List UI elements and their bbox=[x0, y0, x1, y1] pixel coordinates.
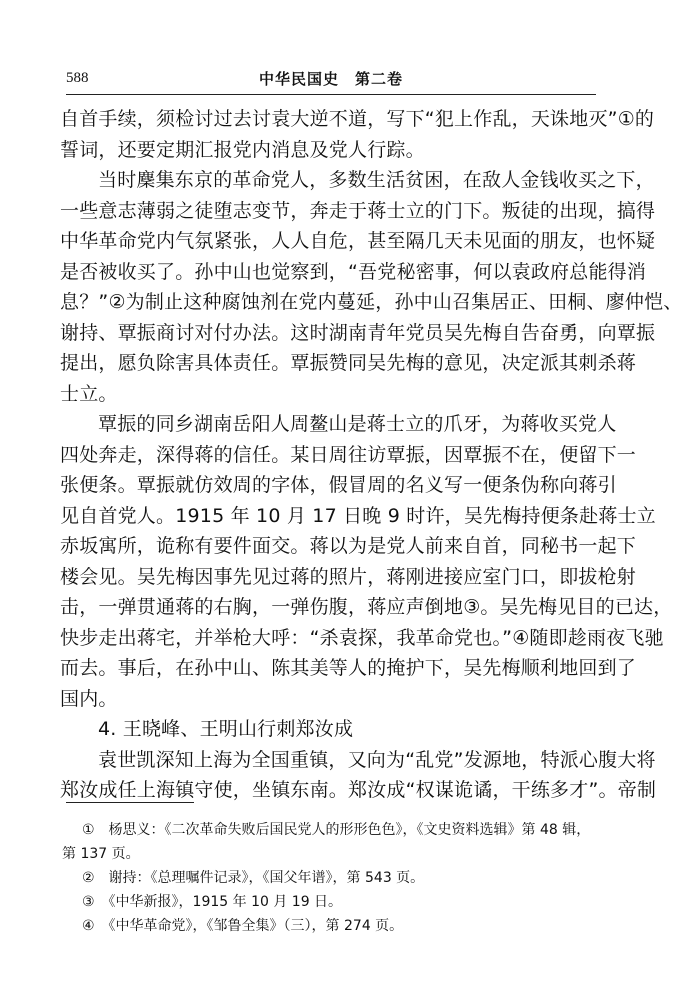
page-header bbox=[66, 66, 596, 95]
text-line: 当时麇集东京的革命党人，多数生活贫困，在敌人金钱收买之下， bbox=[98, 169, 655, 191]
text-line: 四处奔走，深得蒋的信任。某日周往访覃振，因覃振不在，便留下一 bbox=[60, 443, 637, 466]
footnote-line: 第 137 页。 bbox=[62, 846, 140, 862]
text-line: 袁世凯深知上海为全国重镇，又向为“乱党”发源地，特派心腹大将 bbox=[98, 748, 656, 771]
text-line: 见自首党人。1915 年 10 月 17 日晚 9 时许，吴先梅持便条赴蒋士立 bbox=[60, 504, 656, 527]
text-line: 自首手续，须检讨过去讨袁大逆不道，写下“犯上作乱，天诛地灭”①的 bbox=[60, 108, 655, 130]
body-text bbox=[60, 104, 682, 806]
text-line: 楼会见。吴先梅因事先见过蒋的照片，蒋刚进接应室门口，即拔枪射 bbox=[60, 565, 637, 588]
text-line: 是否被收买了。孙中山也觉察到，“吾党秘密事，何以袁政府总能得消 bbox=[60, 260, 647, 283]
text-line: 息？”②为制止这种腐蚀剂在党内蔓延，孙中山召集居正、田桐、廖仲恺、 bbox=[60, 291, 682, 313]
text-line: 快步走出蒋宅，并举枪大呼：“杀袁探，我革命党也。”④随即趁雨夜飞驰 bbox=[60, 626, 664, 649]
footnote-line: ① 杨思义：《二次革命失败后国民党人的形形色色》，《文史资料选辑》第 48 辑， bbox=[82, 822, 591, 838]
text-line: 赤坂寓所，诡称有要件面交。蒋以为是党人前来自首，同秘书一起下 bbox=[60, 535, 637, 557]
footnotes bbox=[62, 818, 598, 938]
text-line: 士立。 bbox=[60, 382, 118, 405]
footnote-line: ④ 《中华革命党》，《邹鲁全集》（三），第 274 页。 bbox=[82, 918, 404, 934]
text-line: 而去。事后，在孙中山、陈其美等人的掩护下，吴先梅顺利地回到了 bbox=[60, 657, 637, 679]
text-line: 郑汝成任上海镇守使，坐镇东南。郑汝成“权谋诡谲，干练多才”。帝制 bbox=[60, 779, 657, 801]
text-line: 击，一弹贯通蒋的右胸，一弹伤腹，蒋应声倒地③。吴先梅见目的已达， bbox=[60, 596, 673, 618]
page-number: 588 bbox=[66, 70, 89, 86]
footnote-divider bbox=[66, 802, 194, 803]
text-line: 誓词，还要定期汇报党内消息及党人行踪。 bbox=[60, 138, 425, 161]
text-line: 张便条。覃振就仿效周的字体，假冒周的名义写一便条伪称向蒋引 bbox=[60, 474, 617, 496]
text-line: 中华革命党内气氛紧张，人人自危，甚至隔几天未见面的朋友，也怀疑 bbox=[60, 230, 656, 252]
text-line: 谢持、覃振商讨对付办法。这时湖南青年党员吴先梅自告奋勇，向覃振 bbox=[60, 321, 656, 344]
footnote-line: ② 谢持：《总理嘱件记录》，《国父年谱》，第 543 页。 bbox=[82, 870, 425, 886]
text-line: 一些意志薄弱之徒堕志变节，奔走于蒋士立的门下。叛徒的出现，搞得 bbox=[60, 199, 656, 222]
section-heading: 4. 王晓峰、王明山行刺郑汝成 bbox=[98, 718, 354, 740]
text-line: 国内。 bbox=[60, 687, 118, 710]
footnote-line: ③ 《中华新报》，1915 年 10 月 19 日。 bbox=[82, 894, 343, 910]
text-line: 提出，愿负除害具体责任。覃振赞同吴先梅的意见，决定派其刺杀蒋 bbox=[60, 352, 637, 374]
running-title: 中华民国史 第二卷 bbox=[258, 70, 403, 88]
text-line: 覃振的同乡湖南岳阳人周鳌山是蒋士立的爪牙，为蒋收买党人 bbox=[98, 413, 617, 435]
